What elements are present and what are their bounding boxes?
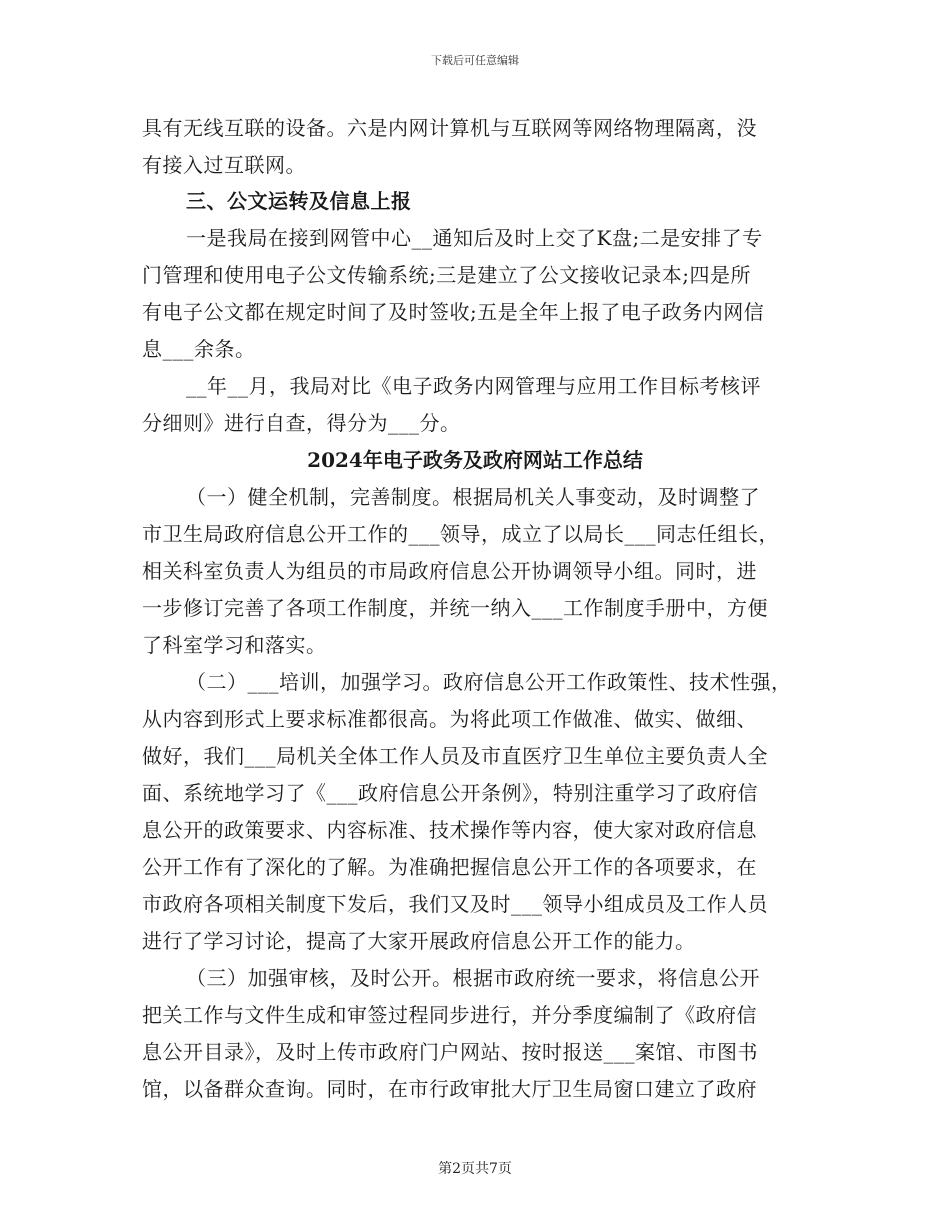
body-line: 面、系统地学习了《___政府信息公开条例》，特别注重学习了政府信 xyxy=(142,781,758,805)
body-line: 相关科室负责人为组员的市局政府信息公开协调领导小组。同时，进 xyxy=(142,559,757,583)
body-line: 做好，我们___局机关全体工作人员及市直医疗卫生单位主要负责人全 xyxy=(142,744,768,768)
body-line: 息___余条。 xyxy=(142,337,256,361)
body-line: 进行了学习讨论，提高了大家开展政府信息公开工作的能力。 xyxy=(142,929,696,953)
body-line: 有电子公文都在规定时间了及时签收;五是全年上报了电子政务内网信 xyxy=(142,300,765,324)
body-line: 息公开的政策要求、内容标准、技术操作等内容，使大家对政府信息 xyxy=(142,818,757,842)
body-line: （二）___培训，加强学习。政府信息公开工作政策性、技术性强， xyxy=(186,670,792,694)
body-line: 市政府各项相关制度下发后，我们又及时___领导小组成员及工作人员 xyxy=(142,892,768,916)
body-line: 从内容到形式上要求标准都很高。为将此项工作做准、做实、做细、 xyxy=(142,707,757,731)
section-heading: 三、公文运转及信息上报 xyxy=(186,189,412,213)
body-line: 了科室学习和落实。 xyxy=(142,633,327,657)
body-line: 息公开目录》，及时上传市政府门户网站、按时报送___案馆、市图书 xyxy=(142,1040,758,1064)
body-line: 门管理和使用电子公文传输系统;三是建立了公文接收记录本;四是所 xyxy=(142,263,751,287)
body-line: （一）健全机制，完善制度。根据局机关人事变动，及时调整了 xyxy=(186,485,760,509)
body-line: 馆，以备群众查询。同时，在市行政审批大厅卫生局窗口建立了政府 xyxy=(142,1077,757,1101)
page-header-note: 下载后可任意编辑 xyxy=(431,54,519,67)
document-title: 2024年电子政务及政府网站工作总结 xyxy=(307,448,643,472)
body-line: 一是我局在接到网管中心__通知后及时上交了K盘;二是安排了专 xyxy=(186,226,763,250)
body-line: （三）加强审核，及时公开。根据市政府统一要求，将信息公开 xyxy=(186,966,760,990)
body-line: 公开工作有了深化的了解。为准确把握信息公开工作的各项要求，在 xyxy=(142,855,757,879)
body-line: 市卫生局政府信息公开工作的___领导，成立了以局长___同志任组长， xyxy=(142,522,779,546)
body-line: 一步修订完善了各项工作制度，并统一纳入___工作制度手册中，方便 xyxy=(142,596,768,620)
body-line: 把关工作与文件生成和审签过程同步进行，并分季度编制了《政府信 xyxy=(142,1003,757,1027)
body-line: 分细则》进行自查，得分为___分。 xyxy=(142,411,461,435)
page-number: 第2页共7页 xyxy=(438,1161,512,1177)
body-line: __年__月，我局对比《电子政务内网管理与应用工作目标考核评 xyxy=(186,374,761,398)
body-line: 具有无线互联的设备。六是内网计算机与互联网等网络物理隔离，没 xyxy=(142,116,757,140)
body-line: 有接入过互联网。 xyxy=(142,153,306,177)
